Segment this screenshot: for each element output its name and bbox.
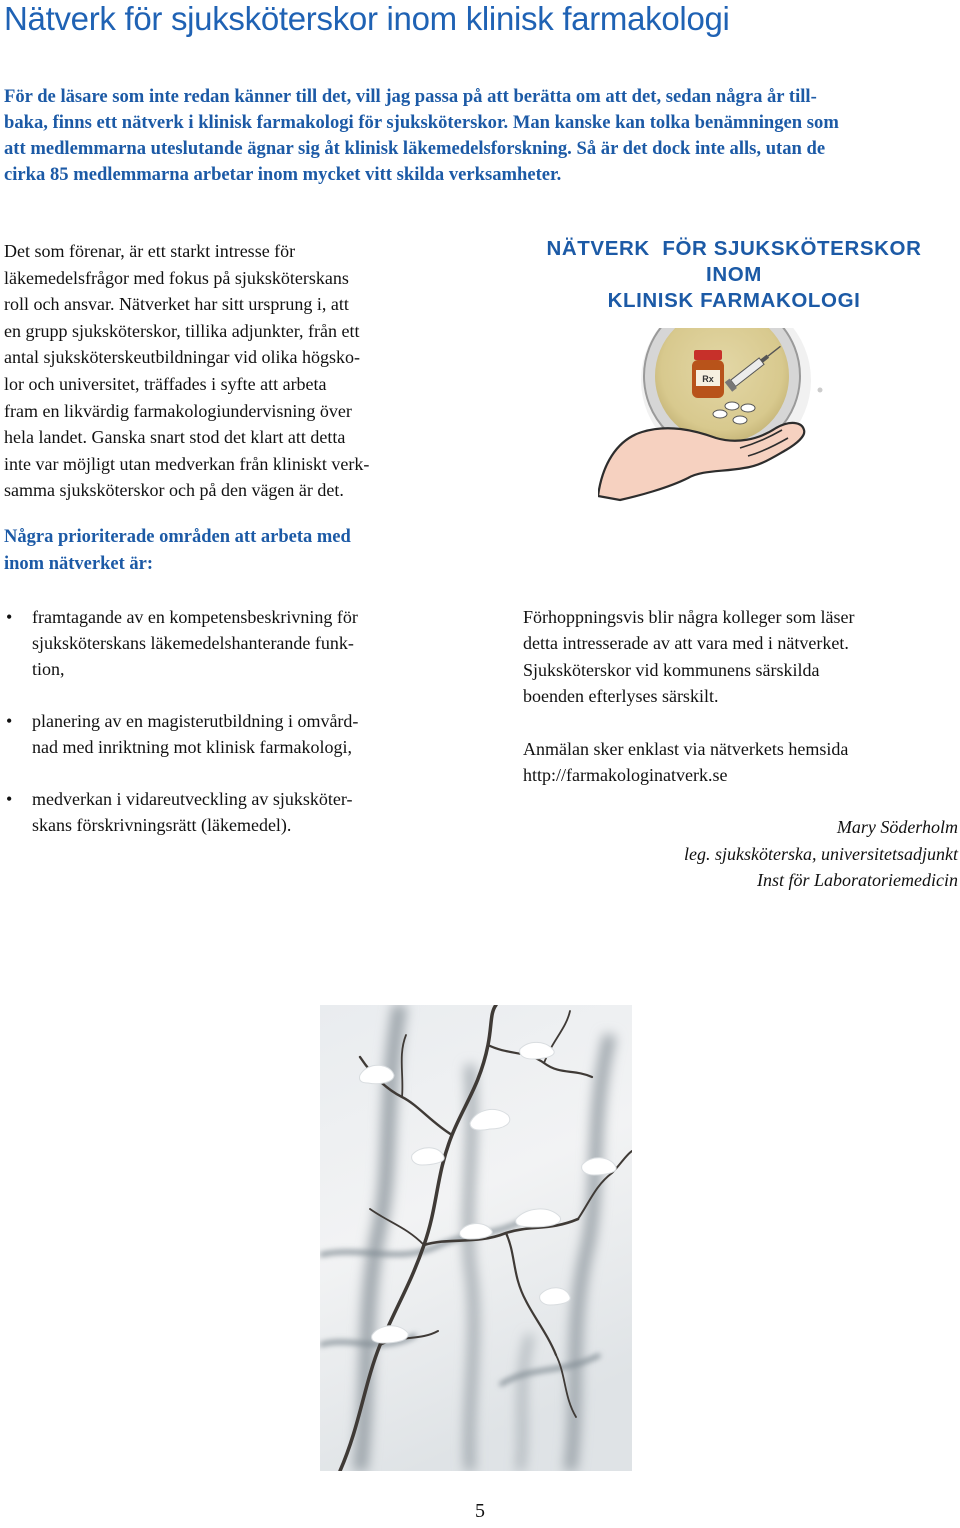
bottle-label: Rx	[702, 374, 714, 384]
list-item	[4, 708, 464, 760]
body-line: läkemedelsfrågor med fokus på sjuksköterskans	[4, 267, 349, 288]
list-item-line: tion,	[32, 659, 65, 679]
body-line: en grupp sjuksköterskor, tillika adjunkter, från ett	[4, 320, 360, 341]
list-item-line: medverkan i vidareutveckling av sjuksköter-	[32, 789, 353, 809]
body-line: hela landet. Ganska snart stod det klart att detta	[4, 427, 346, 448]
logo-title-line: INOM	[706, 263, 762, 286]
list-item	[4, 786, 464, 838]
body-line: antal sjuksköterskeutbildningar vid olika högsko-	[4, 347, 360, 368]
intro-line: För de läsare som inte redan känner till det, vill jag passa på att berätta om att det, sedan några år till-	[4, 86, 817, 107]
signup-line: Anmälan sker enklast via nätverkets hemsida	[523, 738, 849, 759]
bullet-icon: •	[6, 711, 13, 731]
author-department: Inst för Laboratoriemedicin	[757, 870, 958, 890]
author-role: leg. sjuksköterska, universitetsadjunkt	[684, 843, 958, 864]
priority-heading-line: inom nätverket är:	[4, 553, 153, 574]
list-item-line: planering av en magisterutbildning i omvård-	[32, 711, 359, 731]
page-title: Nätverk för sjuksköterskor inom klinisk farmakologi	[4, 0, 730, 37]
list-item-line: framtagande av en kompetensbeskrivning för	[32, 607, 358, 627]
body-paragraph-left	[4, 238, 454, 504]
body-line: lor och universitet, träffades i syfte att arbeta	[4, 373, 327, 394]
list-item-line: sjuksköterskans läkemedelshanterande funk-	[32, 633, 354, 653]
author-name: Mary Söderholm	[836, 817, 958, 837]
signature-block	[684, 814, 958, 894]
intro-paragraph	[4, 84, 954, 188]
bullet-icon: •	[6, 607, 13, 627]
recruit-line: Förhoppningsvis blir några kolleger som läser	[523, 607, 855, 627]
intro-line: cirka 85 medlemmarna arbetar inom mycket vitt skilda verksamheter.	[4, 164, 562, 185]
signup-paragraph	[523, 736, 959, 789]
body-line: roll och ansvar. Nätverket har sitt ursprung i, att	[4, 294, 349, 315]
recruit-line: Sjuksköterskor vid kommunens särskilda	[523, 659, 820, 680]
bullet-icon: •	[6, 789, 13, 809]
list-item-line: nad med inriktning mot klinisk farmakologi,	[32, 737, 352, 757]
body-line: fram en likvärdig farmakologiundervisning över	[4, 400, 352, 421]
network-logo	[528, 236, 940, 508]
body-line: inte var möjligt utan medverkan från kliniskt verk-	[4, 453, 370, 474]
right-column-text	[523, 604, 959, 814]
logo-title	[528, 236, 940, 314]
logo-title-line: KLINISK FARMAKOLOGI	[607, 289, 861, 312]
intro-line: baka, finns ett nätverk i klinisk farmakologi för sjuksköterskor. Man kanske kan tolka benämningen som	[4, 112, 839, 133]
recruit-line: boenden efterlyses särskilt.	[523, 686, 719, 707]
list-item-line: skans förskrivningsrätt (läkemedel).	[32, 815, 292, 835]
list-item	[4, 604, 464, 682]
logo-title-line: NÄTVERK FÖR SJUKSKÖTERSKOR	[546, 237, 922, 260]
priority-heading-line: Några prioriterade områden att arbeta med	[4, 527, 351, 547]
recruit-line: detta intresserade av att vara med i nätverket.	[523, 633, 849, 654]
priority-heading	[4, 524, 351, 577]
page-number: 5	[475, 1500, 485, 1522]
hand-holding-medicine-icon	[598, 328, 858, 504]
snowy-branches-image	[320, 1005, 632, 1471]
body-line: samma sjuksköterskor och på den vägen är det.	[4, 480, 344, 501]
medicine-bottle-icon	[692, 350, 724, 398]
body-line: Det som förenar, är ett starkt intresse för	[4, 241, 296, 261]
recruit-paragraph	[523, 604, 959, 710]
website-link[interactable]: http://farmakologinatverk.se	[523, 765, 728, 786]
priority-list	[4, 604, 464, 864]
intro-line: att medlemmarna uteslutande ägnar sig åt klinisk läkemedelsforskning. Så är det dock inte alls, utan de	[4, 138, 826, 159]
